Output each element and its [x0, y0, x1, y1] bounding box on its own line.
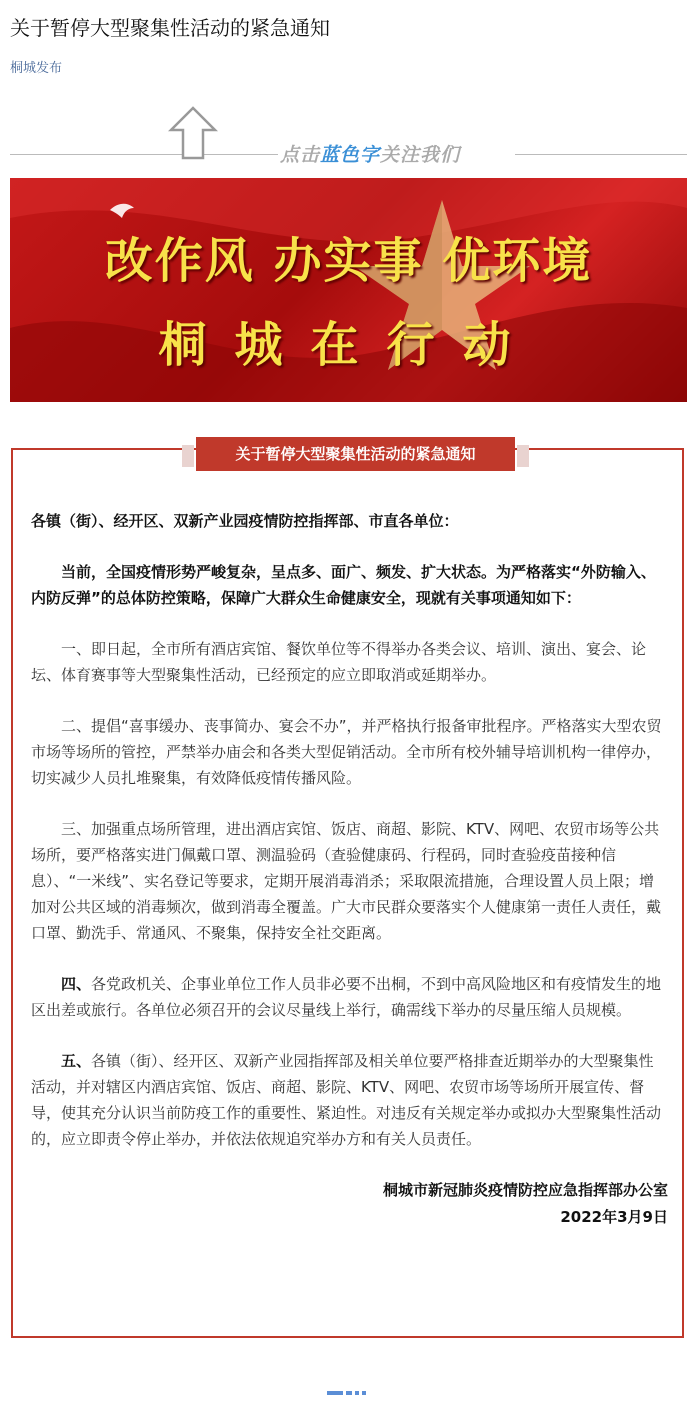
notice-item — [31, 1048, 668, 1152]
notice-title-tag: 关于暂停大型聚集性活动的紧急通知 — [196, 437, 515, 471]
follow-highlight: 蓝色字 — [320, 144, 381, 166]
banner-slogan: 改作风 办实事 优环境 — [104, 233, 593, 289]
signature-org: 桐城市新冠肺炎疫情防控应急指挥部办公室 — [382, 1181, 668, 1199]
signature-date: 2022年3月9日 — [560, 1208, 668, 1226]
notice-addressee: 各镇（街）、经开区、双新产业园疫情防控指挥部、市直各单位： — [31, 512, 459, 530]
notice-item-text: 各党政机关、企事业单位工作人员非必要不出桐，不到中高风险地区和有疫情发生的地区出差或旅行。各单位必须召开的会议尽量线上举行，确需线下举办的尽量压缩人员规模。 — [31, 975, 662, 1019]
divider — [515, 154, 687, 155]
dot-active — [327, 1391, 343, 1395]
banner-image — [10, 178, 687, 402]
notice-intro: 当前，全国疫情形势严峻复杂，呈点多、面广、频发、扩大状态。为严格落实“外防输入、内防反弹”的总体防控策略，保障广大群众生命健康安全，现就有关事项通知如下： — [31, 563, 656, 607]
notice-item-lead: 五、 — [61, 1052, 92, 1070]
dot — [355, 1391, 359, 1395]
follow-suffix: 关注我们 — [380, 144, 461, 166]
banner-subslogan: 桐城在行动 — [158, 317, 539, 373]
follow-prefix: 点击 — [280, 144, 321, 166]
notice-item — [31, 971, 668, 1023]
notice-item: 一、即日起，全市所有酒店宾馆、餐饮单位等不得举办各类会议、培训、演出、宴会、论坛、体育赛事等大型聚集性活动，已经预定的应立即取消或延期举办。 — [31, 640, 647, 684]
notice-item-lead: 四、 — [61, 975, 92, 993]
divider — [10, 154, 278, 155]
notice-content — [31, 508, 668, 1231]
notice-item-text: 各镇（街）、经开区、双新产业园指挥部及相关单位要严格排查近期举办的大型聚集性活动，并对辖区内酒店宾馆、饭店、商超、影院、KTV、网吧、农贸市场等场所开展宣传、督导，使其充分认识当前防疫工作的重要性、紧迫性。对违反有关规定举办或拟办大型聚集性活动的，应立即责令停止举办，并依法依规追究举办方和有关人员责任。 — [31, 1052, 662, 1148]
pagination-dots — [327, 1382, 369, 1401]
page-title: 关于暂停大型聚集性活动的紧急通知 — [10, 16, 330, 40]
dot — [346, 1391, 352, 1395]
source-link[interactable]: 桐城发布 — [10, 61, 63, 76]
follow-bar[interactable] — [10, 100, 687, 166]
follow-prompt[interactable] — [280, 140, 460, 167]
notice-box — [11, 445, 684, 1338]
up-arrow-icon — [168, 106, 218, 160]
notice-item: 二、提倡“喜事缓办、丧事简办、宴会不办”，并严格执行报备审批程序。严格落实大型农贸市场等场所的管控，严禁举办庙会和各类大型促销活动。全市所有校外辅导培训机构一律停办，切实减少人员扎堆聚集，有效降低疫情传播风险。 — [31, 717, 662, 787]
notice-item: 三、加强重点场所管理，进出酒店宾馆、饭店、商超、影院、KTV、网吧、农贸市场等公共场所，要严格落实进门佩戴口罩、测温验码（查验健康码、行程码，同时查验疫苗接种信息）、“一米线”、实名登记等要求，定期开展消毒消杀；采取限流措施，合理设置人员上限；增加对公共区域的消毒频次，做到消毒全覆盖。广大市民群众要落实个人健康第一责任人责任，戴口罩、勤洗手、常通风、不聚集，保持安全社交距离。 — [31, 820, 662, 942]
dot — [362, 1391, 366, 1395]
